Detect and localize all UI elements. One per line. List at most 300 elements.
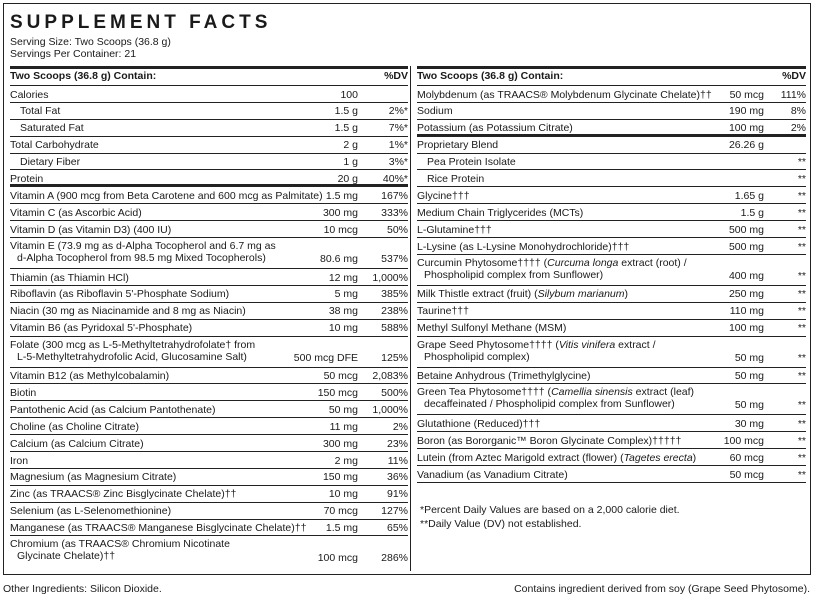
nutrient-row bbox=[10, 221, 408, 238]
nutrient-amount: 2 mg bbox=[334, 454, 358, 467]
nutrient-name-line: Glycinate Chelate)†† bbox=[17, 550, 116, 563]
nutrient-row bbox=[10, 204, 408, 221]
nutrient-name-text: Milk Thistle extract (fruit) ( bbox=[417, 288, 538, 301]
nutrient-name-text: Saturated Fat bbox=[20, 122, 84, 135]
nutrient-name-text: Calories bbox=[10, 88, 49, 101]
nutrient-dv: ** bbox=[797, 156, 806, 169]
nutrient-dv: ** bbox=[797, 288, 806, 301]
nutrient-name bbox=[20, 156, 80, 168]
nutrient-name-text: Iron bbox=[10, 454, 29, 467]
nutrient-name-text: Total Fat bbox=[20, 105, 61, 118]
nutrient-name-text: Vitamin C (as Ascorbic Acid) bbox=[10, 206, 142, 219]
nutrient-name-text: Vanadium (as Vanadium Citrate) bbox=[417, 468, 568, 481]
header-dv: %DV bbox=[782, 70, 806, 82]
nutrient-row bbox=[10, 170, 408, 187]
nutrient-dv: 65% bbox=[386, 522, 408, 535]
nutrient-name-line bbox=[10, 224, 171, 236]
nutrient-name-text: Magnesium (as Magnesium Citrate) bbox=[10, 471, 177, 484]
nutrient-name bbox=[417, 207, 583, 219]
nutrient-name bbox=[10, 370, 169, 382]
nutrient-row bbox=[10, 187, 408, 204]
nutrient-name-line: decaffeinated / Phospholipid complex from Sunflower) bbox=[424, 398, 675, 411]
nutrient-amount: 1 g bbox=[343, 156, 358, 169]
nutrient-name-line bbox=[10, 240, 276, 252]
nutrient-amount: 30 mg bbox=[734, 417, 764, 430]
botanical-name: Tagetes erecta bbox=[623, 451, 693, 464]
nutrient-name bbox=[10, 522, 306, 534]
nutrient-dv: 2% bbox=[790, 122, 806, 135]
nutrient-dv: 385% bbox=[381, 288, 408, 301]
nutrient-amount: 26.26 g bbox=[728, 139, 764, 152]
nutrient-amount: 50 mcg bbox=[729, 88, 764, 101]
nutrient-name-text: extract / bbox=[615, 338, 656, 351]
nutrient-amount: 1.5 g bbox=[334, 122, 358, 135]
nutrient-name-text: Methyl Sulfonyl Methane (MSM) bbox=[417, 322, 567, 335]
nutrient-name-line bbox=[10, 190, 323, 202]
nutrient-name bbox=[10, 224, 171, 236]
nutrient-row bbox=[417, 286, 806, 303]
nutrient-amount: 1.5 g bbox=[740, 206, 764, 219]
nutrient-dv: 1,000% bbox=[372, 403, 408, 416]
nutrient-name-text: Sodium bbox=[417, 105, 453, 118]
nutrient-amount: 80.6 mg bbox=[320, 253, 358, 266]
nutrient-name bbox=[417, 89, 712, 101]
nutrient-amount: 500 mg bbox=[728, 240, 764, 253]
nutrient-row bbox=[417, 303, 806, 320]
nutrient-name bbox=[10, 190, 323, 202]
nutrient-name-text: Betaine Anhydrous (Trimethylglycine) bbox=[417, 370, 591, 383]
nutrient-dv: 588% bbox=[381, 322, 408, 335]
nutrient-row bbox=[10, 401, 408, 418]
nutrient-amount: 100 mg bbox=[728, 322, 764, 335]
nutrient-name-line bbox=[10, 438, 144, 450]
nutrient-row bbox=[10, 154, 408, 171]
nutrient-name bbox=[417, 452, 696, 464]
nutrient-dv: 8% bbox=[790, 105, 806, 118]
serving-size: Serving Size: Two Scoops (36.8 g) bbox=[10, 36, 171, 48]
nutrient-amount: 12 mg bbox=[328, 271, 358, 284]
nutrient-dv: 1,000% bbox=[372, 271, 408, 284]
nutrient-row bbox=[10, 469, 408, 486]
nutrient-dv: 2%* bbox=[388, 105, 408, 118]
nutrient-amount: 300 mg bbox=[322, 437, 358, 450]
nutrient-name-line bbox=[417, 241, 629, 253]
nutrient-name bbox=[10, 404, 215, 416]
nutrient-row bbox=[10, 503, 408, 520]
nutrient-name bbox=[417, 139, 498, 151]
nutrient-name-line bbox=[20, 122, 84, 134]
nutrient-name bbox=[417, 435, 681, 447]
other-ingredients: Other Ingredients: Silicon Dioxide. bbox=[3, 583, 162, 595]
nutrient-name bbox=[427, 156, 516, 168]
nutrient-dv: 333% bbox=[381, 206, 408, 219]
nutrient-name-line bbox=[10, 522, 306, 534]
nutrient-name-text: Niacin (30 mg as Niacinamide and 8 mg as Niacin) bbox=[10, 305, 246, 318]
nutrient-dv: ** bbox=[797, 189, 806, 202]
nutrient-amount: 250 mg bbox=[728, 288, 764, 301]
nutrient-amount: 190 mg bbox=[728, 105, 764, 118]
botanical-name: Vitis vinifera bbox=[558, 338, 616, 351]
header-dv: %DV bbox=[384, 70, 408, 82]
nutrient-name bbox=[417, 305, 469, 317]
nutrient-row bbox=[10, 486, 408, 503]
nutrient-row bbox=[417, 337, 806, 368]
nutrient-amount: 10 mcg bbox=[323, 223, 358, 236]
servings-per-container: Servings Per Container: 21 bbox=[10, 48, 137, 60]
nutrient-name-text: Folate (300 mcg as L-5-Methyltetrahydrofolate† from bbox=[10, 338, 256, 351]
nutrient-row bbox=[417, 368, 806, 385]
nutrient-name-line: d-Alpha Tocopherol from 98.5 mg Mixed Tocopherols) bbox=[17, 252, 266, 265]
nutrient-name-text: Rice Protein bbox=[427, 172, 485, 185]
left-nutrient-column bbox=[10, 66, 408, 567]
nutrient-amount: 50 mg bbox=[734, 351, 764, 364]
nutrient-dv: 23% bbox=[386, 437, 408, 450]
footnote-daily-value: *Percent Daily Values are based on a 2,000 calorie diet. bbox=[420, 504, 680, 516]
nutrient-dv: ** bbox=[797, 172, 806, 185]
nutrient-name-text: Potassium (as Potassium Citrate) bbox=[417, 122, 573, 135]
nutrient-dv: ** bbox=[797, 451, 806, 464]
nutrient-name bbox=[417, 322, 566, 334]
nutrient-dv: ** bbox=[797, 434, 806, 447]
nutrient-amount: 150 mg bbox=[322, 471, 358, 484]
nutrient-row bbox=[10, 238, 408, 269]
nutrient-name bbox=[417, 241, 629, 253]
nutrient-dv: ** bbox=[797, 269, 806, 282]
nutrient-row bbox=[10, 520, 408, 537]
nutrient-dv: 50% bbox=[386, 223, 408, 236]
nutrient-name-text: Dietary Fiber bbox=[20, 156, 81, 169]
nutrient-name bbox=[10, 272, 129, 284]
nutrient-name-line bbox=[417, 452, 696, 464]
nutrient-amount: 50 mg bbox=[734, 370, 764, 383]
allergen-note: Contains ingredient derived from soy (Grape Seed Phytosome). bbox=[514, 583, 810, 595]
nutrient-name-line bbox=[10, 272, 129, 284]
nutrient-name bbox=[10, 538, 230, 562]
nutrient-name-line bbox=[417, 224, 492, 236]
header-label: Two Scoops (36.8 g) Contain: bbox=[417, 70, 564, 82]
nutrient-amount: 50 mg bbox=[734, 399, 764, 412]
nutrient-dv: 2,083% bbox=[372, 370, 408, 383]
nutrient-name-line bbox=[10, 173, 43, 185]
nutrient-name-text: Pantothenic Acid (as Calcium Pantothenate) bbox=[10, 403, 216, 416]
botanical-name: Camellia sinensis bbox=[551, 386, 633, 399]
nutrient-name-text: Green Tea Phytosome†††† ( bbox=[417, 386, 552, 399]
footnote-dv-not-established: **Daily Value (DV) not established. bbox=[420, 518, 582, 530]
nutrient-name-line bbox=[417, 322, 566, 334]
nutrient-dv: ** bbox=[797, 305, 806, 318]
nutrient-dv: 36% bbox=[386, 471, 408, 484]
nutrient-name-line bbox=[417, 386, 694, 398]
nutrient-row bbox=[417, 221, 806, 238]
nutrient-name-line bbox=[417, 207, 583, 219]
nutrient-name bbox=[417, 190, 470, 202]
nutrient-name-text: Curcumin Phytosome†††† ( bbox=[417, 256, 548, 269]
nutrient-dv: 1%* bbox=[388, 139, 408, 152]
nutrient-amount: 1.5 mg bbox=[325, 522, 358, 535]
nutrient-dv: 2% bbox=[392, 420, 408, 433]
nutrient-dv: ** bbox=[797, 351, 806, 364]
nutrient-row bbox=[10, 452, 408, 469]
nutrient-row bbox=[10, 435, 408, 452]
nutrient-row bbox=[417, 384, 806, 415]
nutrient-amount: 300 mg bbox=[322, 206, 358, 219]
nutrient-row bbox=[417, 415, 806, 432]
nutrient-name-line bbox=[417, 105, 453, 117]
nutrient-row bbox=[417, 86, 806, 103]
nutrient-dv: 125% bbox=[381, 351, 408, 364]
column-divider bbox=[410, 66, 411, 571]
nutrient-row bbox=[10, 120, 408, 137]
nutrient-name bbox=[417, 370, 591, 382]
nutrient-dv: 40%* bbox=[382, 172, 408, 185]
nutrient-row bbox=[10, 337, 408, 368]
nutrient-amount: 50 mcg bbox=[323, 370, 358, 383]
nutrient-name-line bbox=[20, 105, 60, 117]
panel-title: SUPPLEMENT FACTS bbox=[10, 12, 272, 33]
nutrient-amount: 100 mcg bbox=[723, 434, 764, 447]
nutrient-name-line bbox=[417, 190, 470, 202]
nutrient-name-line bbox=[417, 257, 687, 269]
nutrient-amount: 500 mg bbox=[728, 223, 764, 236]
nutrient-name-text: Taurine††† bbox=[417, 305, 469, 318]
nutrient-name bbox=[10, 240, 276, 264]
nutrient-name bbox=[10, 421, 139, 433]
nutrient-name bbox=[10, 488, 236, 500]
nutrient-name bbox=[10, 322, 192, 334]
nutrient-amount: 1.65 g bbox=[734, 189, 764, 202]
nutrient-row bbox=[417, 154, 806, 171]
nutrient-name-line bbox=[10, 455, 28, 467]
nutrient-dv: 111% bbox=[780, 88, 806, 101]
nutrient-name bbox=[10, 305, 246, 317]
nutrient-name-line: L-5-Methyltetrahydrofolic Acid, Glucosamine Salt) bbox=[17, 350, 247, 363]
nutrient-name-text: L-Lysine (as L-Lysine Monohydrochloride)††† bbox=[417, 240, 630, 253]
nutrient-dv: 91% bbox=[386, 488, 408, 501]
nutrient-name-line bbox=[417, 435, 681, 447]
nutrient-name-text: Molybdenum (as TRAACS® Molybdenum Glycinate Chelate)†† bbox=[417, 88, 712, 101]
nutrient-row bbox=[10, 536, 408, 567]
nutrient-dv: ** bbox=[797, 322, 806, 335]
nutrient-amount: 60 mcg bbox=[729, 451, 764, 464]
nutrient-name-line bbox=[10, 488, 236, 500]
nutrient-name-line bbox=[10, 139, 99, 151]
nutrient-name bbox=[10, 471, 176, 483]
nutrient-name-text: Zinc (as TRAACS® Zinc Bisglycinate Chelate)†† bbox=[10, 488, 237, 501]
nutrient-row bbox=[417, 137, 806, 154]
nutrient-row bbox=[10, 320, 408, 337]
nutrient-name bbox=[417, 257, 687, 281]
nutrient-name-line bbox=[417, 339, 656, 351]
nutrient-name bbox=[10, 89, 49, 101]
nutrient-amount: 100 mg bbox=[728, 122, 764, 135]
nutrient-dv: ** bbox=[797, 206, 806, 219]
nutrient-name-text: Vitamin A (900 mcg from Beta Carotene and 600 mcg as Palmitate) bbox=[10, 189, 323, 202]
nutrient-name-line bbox=[427, 173, 484, 185]
nutrient-name bbox=[10, 288, 229, 300]
botanical-name: Curcuma longa bbox=[547, 256, 619, 269]
nutrient-name-text: Vitamin B6 (as Pyridoxal 5'-Phosphate) bbox=[10, 322, 193, 335]
nutrient-name bbox=[427, 173, 484, 185]
nutrient-name-text: Pea Protein Isolate bbox=[427, 156, 516, 169]
nutrient-name-line bbox=[417, 89, 712, 101]
nutrient-row bbox=[10, 269, 408, 286]
nutrient-name-text: Riboflavin (as Riboflavin 5'-Phosphate Sodium) bbox=[10, 288, 230, 301]
nutrient-name-text: Thiamin (as Thiamin HCl) bbox=[10, 271, 129, 284]
nutrient-dv: 286% bbox=[381, 552, 408, 565]
nutrient-name-line bbox=[10, 387, 36, 399]
nutrient-dv: ** bbox=[797, 468, 806, 481]
nutrient-amount: 20 g bbox=[337, 172, 358, 185]
nutrient-row bbox=[417, 432, 806, 449]
nutrient-dv: 537% bbox=[381, 253, 408, 266]
nutrient-name-line bbox=[417, 122, 573, 134]
nutrient-dv: 500% bbox=[381, 386, 408, 399]
nutrient-name-line: Phospholipid complex) bbox=[424, 350, 530, 363]
nutrient-name-line: Phospholipid complex from Sunflower) bbox=[424, 268, 604, 281]
supplement-facts-panel bbox=[3, 3, 811, 575]
nutrient-name bbox=[20, 122, 84, 134]
nutrient-name-text: L-Glutamine††† bbox=[417, 223, 492, 236]
nutrient-name-line bbox=[417, 139, 498, 151]
nutrient-name-text: Selenium (as L-Selenomethionine) bbox=[10, 505, 172, 518]
nutrient-name bbox=[417, 339, 656, 363]
nutrient-name-text: Total Carbohydrate bbox=[10, 139, 99, 152]
nutrient-amount: 1.5 g bbox=[334, 105, 358, 118]
nutrient-name-line bbox=[417, 305, 469, 317]
nutrient-name-line bbox=[10, 370, 169, 382]
nutrient-row bbox=[417, 103, 806, 120]
nutrient-name bbox=[10, 139, 99, 151]
nutrient-name-text: extract (root) / bbox=[618, 256, 687, 269]
nutrient-amount: 400 mg bbox=[728, 269, 764, 282]
nutrient-name-line bbox=[10, 89, 49, 101]
nutrient-amount: 150 mcg bbox=[317, 386, 358, 399]
nutrient-name-line bbox=[20, 156, 80, 168]
nutrient-name-line bbox=[417, 370, 591, 382]
nutrient-row bbox=[10, 86, 408, 103]
nutrient-name bbox=[10, 505, 171, 517]
nutrient-name-line bbox=[417, 288, 628, 300]
nutrient-name bbox=[20, 105, 60, 117]
right-column-header bbox=[417, 66, 806, 86]
nutrient-amount: 50 mcg bbox=[729, 468, 764, 481]
nutrient-name-line bbox=[10, 505, 171, 517]
header-label: Two Scoops (36.8 g) Contain: bbox=[10, 70, 157, 82]
nutrient-name-text: Proprietary Blend bbox=[417, 139, 499, 152]
nutrient-dv: 127% bbox=[381, 505, 408, 518]
nutrient-dv: ** bbox=[797, 399, 806, 412]
nutrient-name-line bbox=[10, 421, 139, 433]
nutrient-dv: ** bbox=[797, 240, 806, 253]
nutrient-dv: 3%* bbox=[388, 156, 408, 169]
nutrient-row bbox=[10, 286, 408, 303]
nutrient-name-text: Protein bbox=[10, 172, 44, 185]
nutrient-name-text: Chromium (as TRAACS® Chromium Nicotinate bbox=[10, 538, 230, 551]
nutrient-name bbox=[10, 387, 36, 399]
nutrient-name-text: extract (leaf) bbox=[632, 386, 695, 399]
nutrient-amount: 70 mcg bbox=[323, 505, 358, 518]
nutrient-dv: ** bbox=[797, 370, 806, 383]
nutrient-name bbox=[417, 288, 628, 300]
nutrient-row bbox=[417, 204, 806, 221]
nutrient-name bbox=[417, 469, 568, 481]
nutrient-name-text: Boron (as Bororganic™ Boron Glycinate Complex)††††† bbox=[417, 434, 682, 447]
nutrient-name bbox=[417, 418, 540, 430]
nutrient-name-text: ) bbox=[692, 451, 697, 464]
nutrient-amount: 110 mg bbox=[729, 305, 764, 318]
nutrient-name-text: Calcium (as Calcium Citrate) bbox=[10, 437, 144, 450]
nutrient-row bbox=[417, 170, 806, 187]
nutrient-row bbox=[417, 320, 806, 337]
nutrient-name-line bbox=[417, 469, 568, 481]
nutrient-amount: 5 mg bbox=[334, 288, 358, 301]
botanical-name: Silybum marianum bbox=[537, 288, 625, 301]
nutrient-row bbox=[417, 466, 806, 483]
nutrient-name-line bbox=[10, 339, 255, 351]
nutrient-row bbox=[10, 103, 408, 120]
nutrient-name-line bbox=[10, 305, 246, 317]
nutrient-name bbox=[10, 173, 43, 185]
nutrient-row bbox=[10, 303, 408, 320]
nutrient-name-text: Biotin bbox=[10, 386, 37, 399]
nutrient-name-line bbox=[10, 404, 215, 416]
nutrient-dv: 11% bbox=[387, 454, 408, 467]
nutrient-name-text: ) bbox=[624, 288, 629, 301]
nutrient-name-text: Glutathione (Reduced)††† bbox=[417, 417, 541, 430]
nutrient-name-line bbox=[10, 538, 230, 550]
nutrient-dv: 7%* bbox=[388, 122, 408, 135]
nutrient-name bbox=[417, 105, 453, 117]
nutrient-row bbox=[10, 137, 408, 154]
nutrient-amount: 1.5 mg bbox=[325, 189, 358, 202]
nutrient-dv: ** bbox=[797, 223, 806, 236]
nutrient-amount: 100 bbox=[340, 88, 358, 101]
nutrient-amount: 11 mg bbox=[329, 420, 358, 433]
nutrient-name bbox=[417, 386, 694, 410]
nutrient-row bbox=[417, 255, 806, 286]
nutrient-name-line bbox=[10, 207, 142, 219]
nutrient-amount: 2 g bbox=[343, 139, 358, 152]
nutrient-name-text: Vitamin D (as Vitamin D3) (400 IU) bbox=[10, 223, 172, 236]
right-nutrient-column bbox=[417, 66, 806, 530]
nutrient-name-text: Choline (as Choline Citrate) bbox=[10, 420, 139, 433]
nutrient-amount: 50 mg bbox=[328, 403, 358, 416]
nutrient-row bbox=[417, 187, 806, 204]
nutrient-name-text: Manganese (as TRAACS® Manganese Bisglycinate Chelate)†† bbox=[10, 522, 307, 535]
nutrient-name-line bbox=[427, 156, 516, 168]
nutrient-name-line bbox=[10, 288, 229, 300]
nutrient-name bbox=[10, 339, 255, 363]
nutrient-dv: ** bbox=[797, 417, 806, 430]
nutrient-row bbox=[10, 418, 408, 435]
nutrient-amount: 500 mcg DFE bbox=[293, 351, 358, 364]
nutrient-row bbox=[10, 368, 408, 385]
nutrient-name bbox=[10, 455, 28, 467]
nutrient-amount: 10 mg bbox=[328, 488, 358, 501]
nutrient-amount: 38 mg bbox=[328, 305, 358, 318]
nutrient-amount: 100 mcg bbox=[317, 552, 358, 565]
nutrient-name-text: Glycine††† bbox=[417, 189, 470, 202]
nutrient-row bbox=[417, 238, 806, 255]
nutrient-row bbox=[417, 449, 806, 466]
nutrient-name bbox=[417, 224, 492, 236]
nutrient-amount: 10 mg bbox=[328, 322, 358, 335]
nutrient-name-text: Vitamin E (73.9 mg as d-Alpha Tocopherol and 6.7 mg as bbox=[10, 240, 276, 253]
nutrient-row bbox=[10, 384, 408, 401]
nutrient-name-line bbox=[417, 418, 540, 430]
nutrient-name-text: Grape Seed Phytosome†††† ( bbox=[417, 338, 559, 351]
nutrient-name-text: Vitamin B12 (as Methylcobalamin) bbox=[10, 370, 170, 383]
